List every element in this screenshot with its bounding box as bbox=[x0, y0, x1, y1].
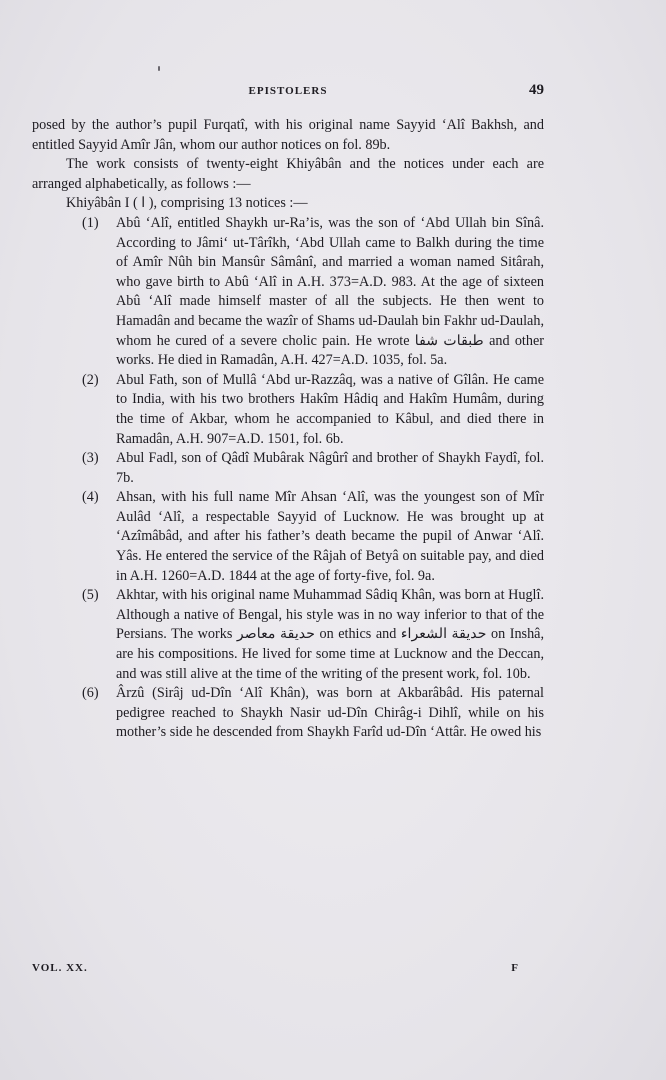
entry-4 bbox=[32, 488, 544, 586]
entry-3 bbox=[32, 449, 544, 488]
entry-2 bbox=[32, 371, 544, 449]
print-speck bbox=[158, 66, 160, 71]
body-text bbox=[32, 116, 544, 743]
entry-6 bbox=[32, 684, 544, 743]
entry-number: (6) bbox=[82, 685, 99, 702]
entry-number: (5) bbox=[82, 587, 99, 604]
page-footer bbox=[32, 960, 544, 980]
entry-text: Akhtar, with his original name Muhammad Sâdiq Khân, was born at Huglî. Although a native of Bengal, his style was in no way inferior to that of the Persians. The works حديقة معاصر on ethics and حديقة الشعراء on Inshâ, are his compositions. He lived for some time at Lucknow and the Deccan, and was still alive at the time of the writing of the present work, fol. 10b. bbox=[116, 587, 545, 682]
page-number: 49 bbox=[529, 82, 544, 98]
running-title: EPISTOLERS bbox=[248, 85, 328, 97]
intro-paragraph: posed by the author’s pupil Furqatî, with his original name Sayyid ‘Alî Bakhsh, and entitled Sayyid Amîr Jân, whom our author notices on fol. 89b. bbox=[32, 117, 544, 153]
entry-5 bbox=[32, 586, 544, 684]
entry-1 bbox=[32, 214, 544, 371]
entry-text: Ârzû (Sirâj ud-Dîn ‘Alî Khân), was born at Akbarâbâd. His paternal pedigree reached to Shaykh Nasir ud-Dîn Chirâg-i Dihlî, while on his mother’s side he descended from Shaykh Farîd ud-Dîn ‘Attâr. He owed his bbox=[116, 685, 544, 741]
work-description-paragraph: The work consists of twenty-eight Khiyâbân and the notices under each are arranged alphabetically, as follows :— bbox=[32, 156, 544, 192]
entry-number: (4) bbox=[82, 489, 99, 506]
entry-number: (3) bbox=[82, 450, 99, 467]
entry-number: (1) bbox=[82, 214, 99, 231]
section-subheading: Khiyâbân I ( ا ), comprising 13 notices :— bbox=[66, 195, 308, 212]
entry-text: Abul Fath, son of Mullâ ‘Abd ur-Razzâq, was a native of Gîlân. He came to India, with his two brothers Hakîm Hâdiq and Hakîm Humâm, during the time of Akbar, whom he accompanied to Kâbul, and died there in Ramadân, A.H. 907=A.D. 1501, fol. 6b. bbox=[116, 371, 544, 447]
signature-mark: F bbox=[511, 962, 518, 974]
volume-label: VOL. XX. bbox=[32, 962, 88, 974]
entry-text: Ahsan, with his full name Mîr Ahsan ‘Alî, was the youngest son of Mîr Aulâd ‘Alî, a respectable Sayyid of Lucknow. He was brought up at ‘Azîmâbâd, and after his father’s death became the pupil of Anwar ‘Alî. Yâs. He entered the service of the Râjah of Betyâ on suitable pay, and died in A.H. 1260=A.D. 1844 at the age of forty-five, fol. 9a. bbox=[116, 489, 544, 584]
entry-text: Abû ‘Alî, entitled Shaykh ur-Ra’is, was the son of ‘Abd Ullah bin Sînâ. According to Jâmi‘ ut-Târîkh, ‘Abd Ullah came to Balkh during the time of Amîr Nûh bin Mansûr Sâmânî, and married a woman named Sitârah, who gave birth to Abû ‘Alî in A.H. 373=A.D. 983. At the age of sixteen Abû ‘Alî made himself master of all the subjects. He then went to Hamadân and became the wazîr of Shams ud-Daulah bin Fakhr ud-Daulah, whom he cured of a severe cholic pain. He wrote طبقات شفا and other works. He died in Ramadân, A.H. 427=A.D. 1035, fol. 5a. bbox=[116, 214, 544, 369]
entry-number: (2) bbox=[82, 371, 99, 388]
running-header bbox=[32, 82, 544, 102]
entry-text: Abul Fadl, son of Qâdî Mubârak Nâgûrî and brother of Shaykh Faydî, fol. 7b. bbox=[116, 450, 544, 486]
